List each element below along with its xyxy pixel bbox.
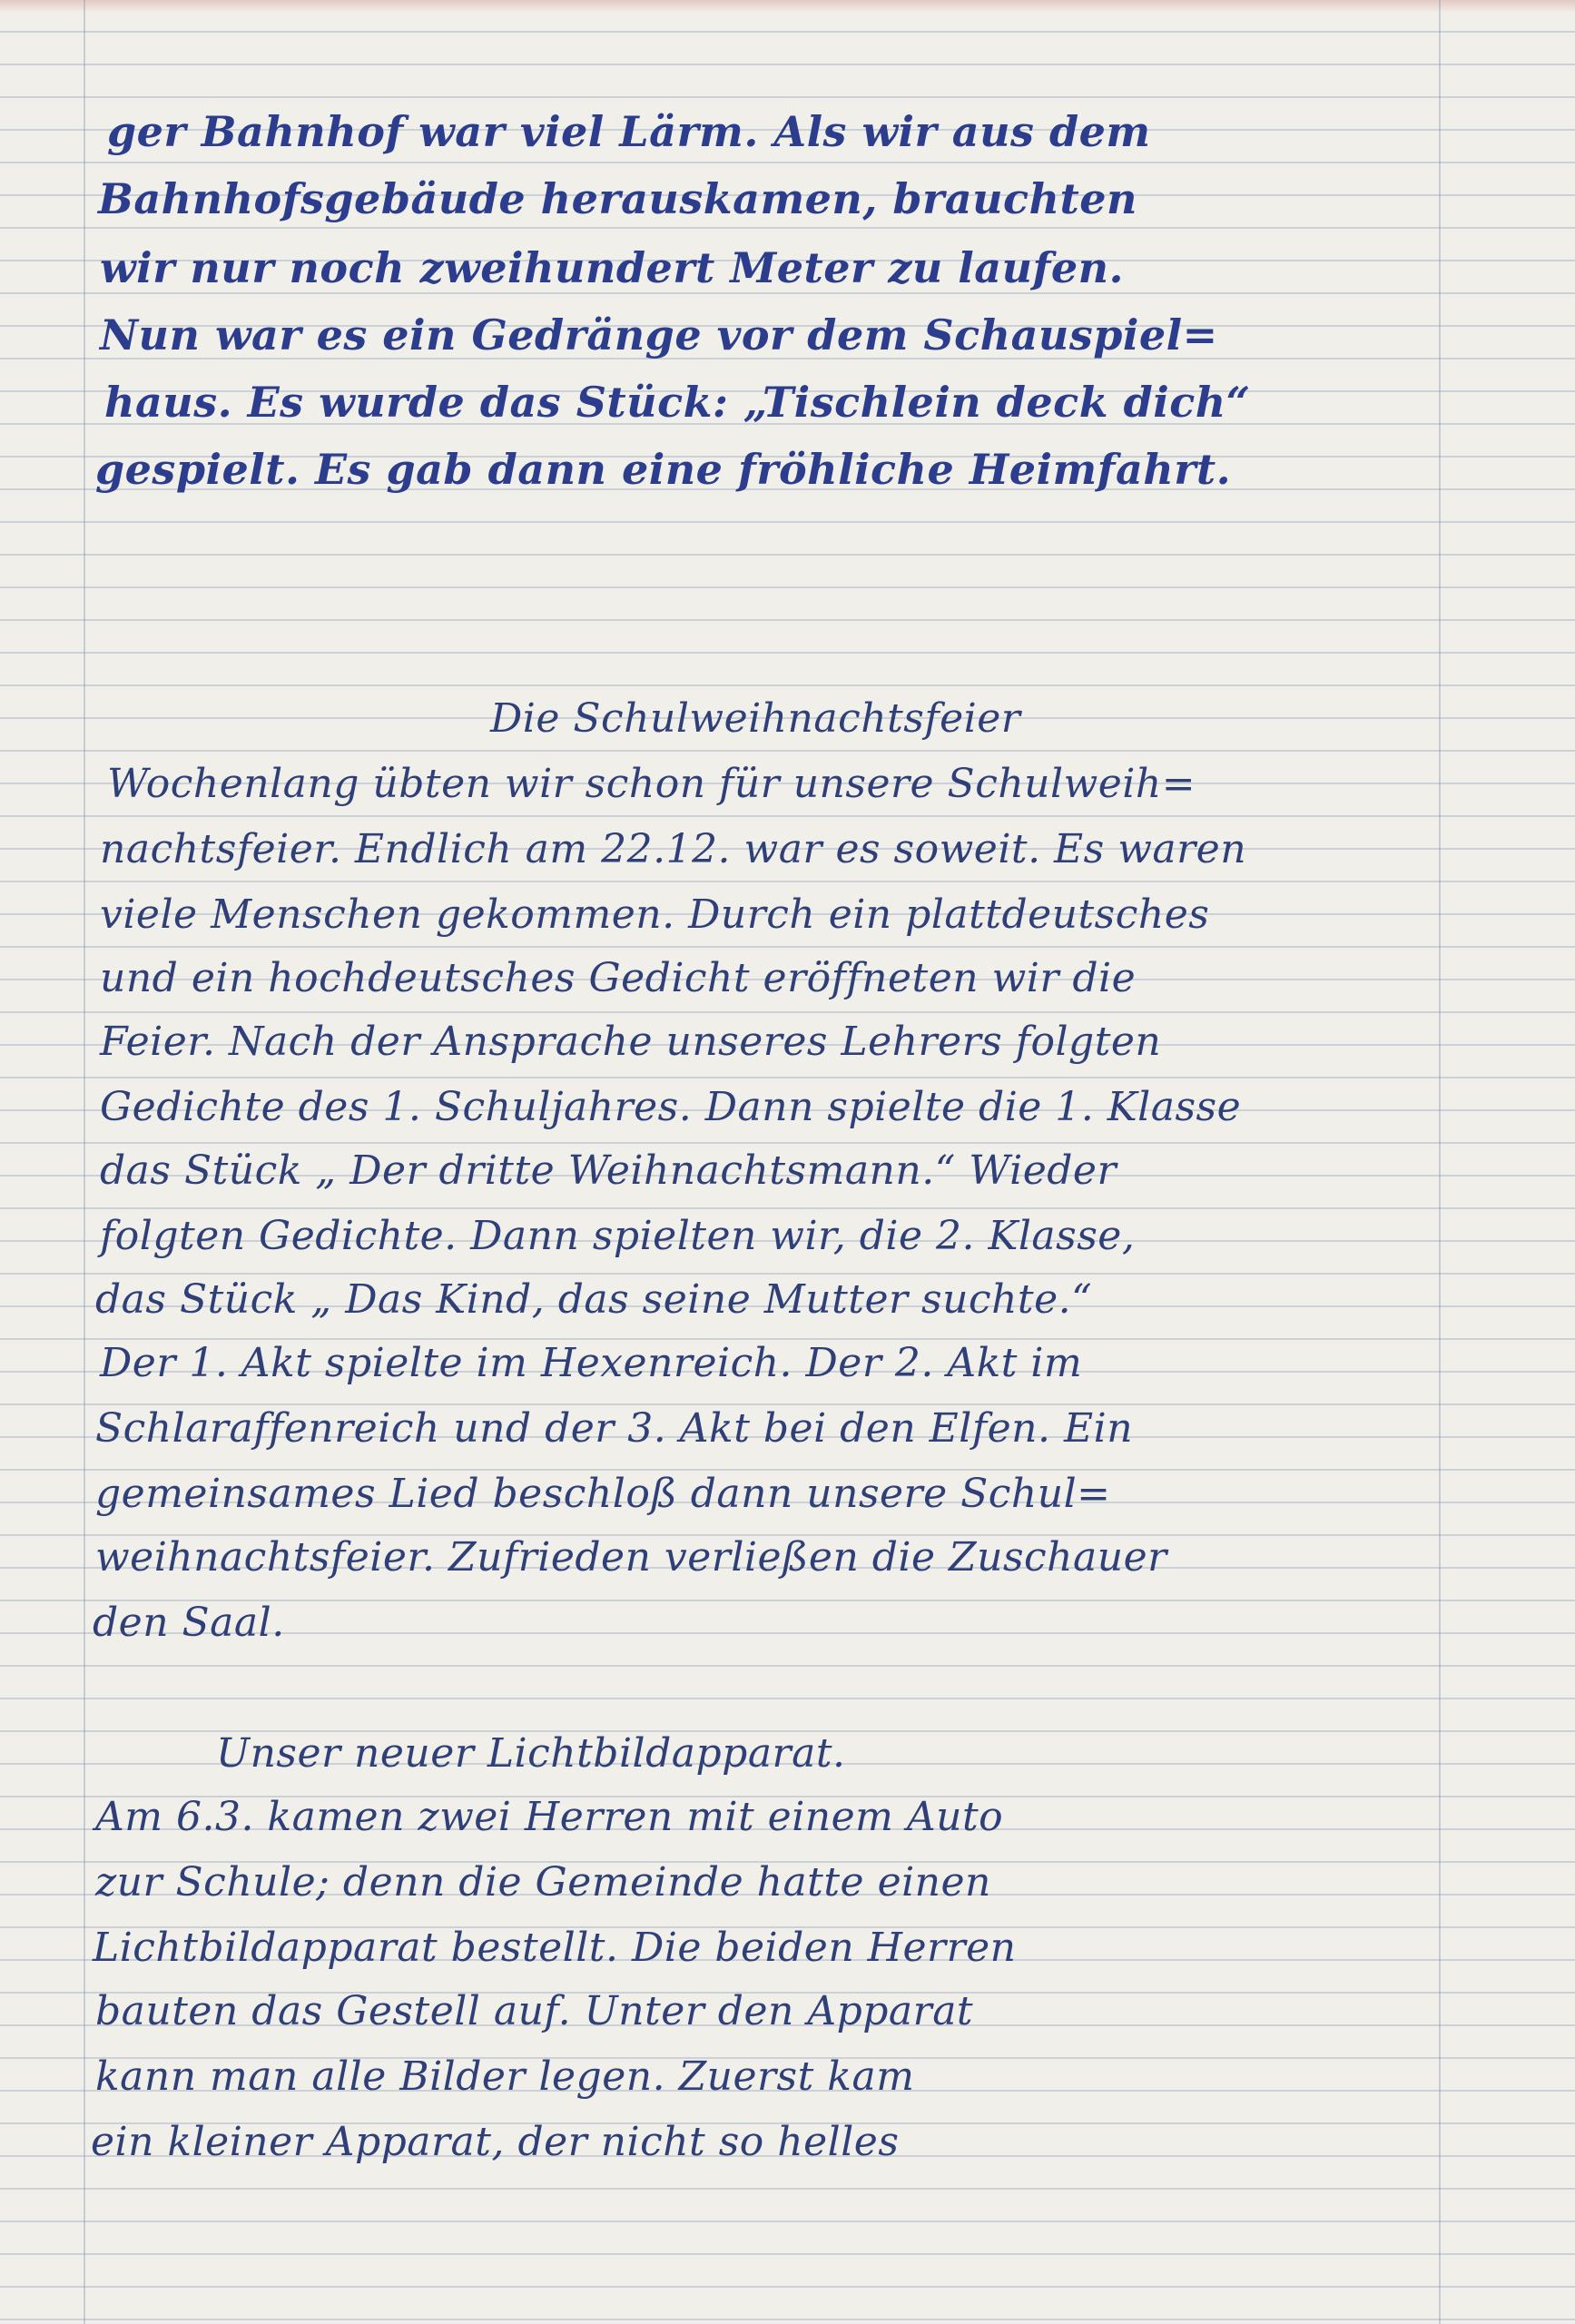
text-line: haus. Es wurde das Stück: „Tischlein deck dich“: [104, 378, 1251, 427]
text-line: nachtsfeier. Endlich am 22.12. war es soweit. Es waren: [100, 826, 1247, 872]
text-line: Am 6.3. kamen zwei Herren mit einem Auto: [95, 1794, 1004, 1840]
text-line: den Saal.: [93, 1600, 285, 1646]
text-line: wir nur noch zweihundert Meter zu laufen.: [100, 243, 1125, 292]
text-line: gespielt. Es gab dann eine fröhliche Heimfahrt.: [95, 445, 1232, 494]
text-line: Nun war es ein Gedränge vor dem Schauspiel=: [100, 310, 1218, 359]
text-line: zur Schule; denn die Gemeinde hatte einen: [95, 1859, 991, 1905]
text-line: Lichtbildapparat bestellt. Die beiden Herren: [93, 1925, 1017, 1971]
text-line: und ein hochdeutsches Gedicht eröffneten wir die: [100, 955, 1137, 1001]
left-margin-line: [84, 0, 85, 2324]
page-top-edge: [0, 0, 1575, 13]
text-line: Feier. Nach der Ansprache unseres Lehrers folgten: [100, 1019, 1162, 1065]
text-line: das Stück „ Das Kind, das seine Mutter suchte.“: [95, 1276, 1093, 1323]
text-line: Wochenlang übten wir schon für unsere Schulweih=: [107, 761, 1196, 807]
text-line: kann man alle Bilder legen. Zuerst kam: [95, 2053, 915, 2100]
text-line: viele Menschen gekommen. Durch ein plattdeutsches: [100, 891, 1210, 938]
text-line: ein kleiner Apparat, der nicht so helles: [91, 2119, 900, 2165]
text-line: Schlaraffenreich und der 3. Akt bei den Elfen. Ein: [95, 1405, 1134, 1452]
text-line: Der 1. Akt spielte im Hexenreich. Der 2. Akt im: [100, 1340, 1083, 1386]
text-line: Gedichte des 1. Schuljahres. Dann spielte die 1. Klasse: [100, 1084, 1242, 1130]
text-line: bauten das Gestell auf. Unter den Apparat: [95, 1988, 974, 2034]
section-title: Unser neuer Lichtbildapparat.: [216, 1730, 846, 1777]
text-line: weihnachtsfeier. Zufrieden verließen die Zuschauer: [95, 1534, 1167, 1581]
text-line: ger Bahnhof war viel Lärm. Als wir aus dem: [107, 107, 1151, 156]
section-title: Die Schulweihnachtsfeier: [490, 695, 1021, 742]
text-line: gemeinsames Lied beschloß dann unsere Schul=: [95, 1471, 1111, 1517]
text-line: folgten Gedichte. Dann spielten wir, die 2. Klasse,: [100, 1213, 1136, 1259]
text-line: das Stück „ Der dritte Weihnachtsmann.“ Wieder: [100, 1147, 1117, 1194]
text-line: Bahnhofsgebäude herauskamen, brauchten: [98, 174, 1137, 223]
right-margin-line: [1439, 0, 1441, 2324]
